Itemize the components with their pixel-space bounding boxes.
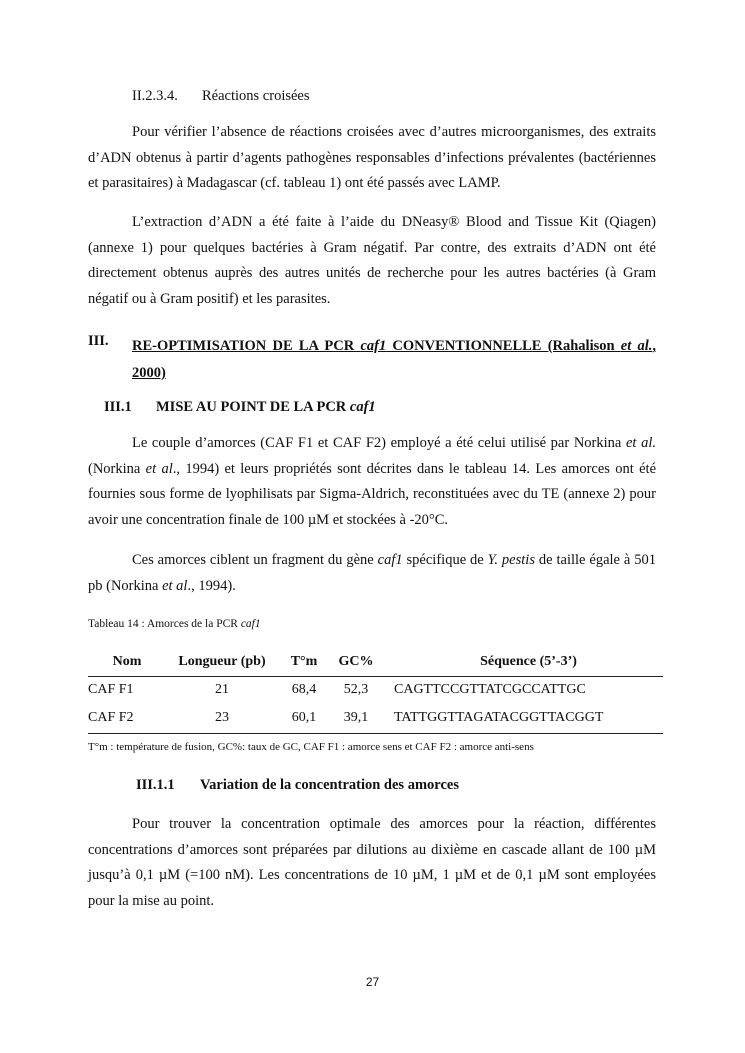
heading-section-3-1-1 <box>136 777 704 794</box>
paragraph-text: Pour trouver la concentration optimale des amorces pour la réaction, différentes concentrations d’amorces sont préparées par dilutions au dixième en cascade allant de 100 µM jusqu’à 0,1 µM (=100 nM). Les concentrations de 10 µM, 1 µM et de 0,1 µM sont employées pour la mise au point. <box>88 816 656 910</box>
cell-gc: 52,3 <box>343 682 369 697</box>
column-header-nom: Nom <box>88 648 166 677</box>
table-note: T°m : température de fusion, GC%: taux de GC, CAF F1 : amorce sens et CAF F2 : amorce anti-sens <box>88 741 534 753</box>
paragraph-cross-reactions <box>88 120 656 197</box>
cell-sequence: CAGTTCCGTTATCGCCATTGC <box>394 682 586 697</box>
heading-number: III. <box>88 333 109 349</box>
cell-longueur: 23 <box>166 703 278 734</box>
table-caption: Tableau 14 : Amorces de la PCR caf1 <box>88 618 261 630</box>
column-header-tm: T°m <box>278 648 330 677</box>
heading-title: Variation de la concentration des amorces <box>200 777 459 793</box>
column-header-gc: GC% <box>330 648 382 677</box>
cell-longueur: 21 <box>215 682 229 697</box>
heading-number: III.1 <box>104 399 132 415</box>
primers-table <box>88 648 663 734</box>
cell-gc: 39,1 <box>330 703 382 734</box>
table-row <box>88 703 663 734</box>
paragraph-text: Pour vérifier l’absence de réactions croisées avec d’autres microorganismes, des extraits d’ADN obtenus à partir d’agents pathogènes responsables d’infections prévalentes (bactériennes et parasitaires) à Madagascar (cf. tableau 1) ont été passés avec LAMP. <box>88 124 656 192</box>
cell-sequence: TATTGGTTAGATACGGTTACGGT <box>382 703 663 734</box>
paragraph-dna-extraction <box>88 210 656 313</box>
heading-number: III.1.1 <box>136 777 175 793</box>
paragraph-primers: Le couple d’amorces (CAF F1 et CAF F2) employé a été celui utilisé par Norkina et al. (Norkina et al., 1994) et leurs propriétés sont décrites dans le tableau 14. Les amorces ont été fournies sous forme de lyophilisats par Sigma-Aldrich, reconstituées avec du TE (annexe 2) pour avoir une concentration finale de 100 µM et stockées à -20°C. <box>88 435 656 529</box>
cell-nom: CAF F1 <box>88 682 134 697</box>
heading-title: MISE AU POINT DE LA PCR <box>156 399 350 415</box>
heading-section-2-2-3-4 <box>132 88 700 105</box>
paragraph-text: L’extraction d’ADN a été faite à l’aide du DNeasy® Blood and Tissue Kit (Qiagen) (annexe 1) pour quelques bactéries à Gram négatif. Par contre, des extraits d’ADN ont été directement obtenus auprès des autres unités de recherche pour les autres bactéries (à Gram négatif ou à Gram positif) et les parasites. <box>88 214 656 308</box>
cell-tm: 68,4 <box>291 682 317 697</box>
column-header-sequence: Séquence (5’-3’) <box>382 648 663 677</box>
page-number: 27 <box>365 975 380 989</box>
heading-section-3-1 <box>104 399 672 416</box>
cell-tm: 60,1 <box>278 703 330 734</box>
table-row <box>88 677 663 704</box>
column-header-longueur: Longueur (pb) <box>166 648 278 677</box>
heading-number: II.2.3.4. <box>132 88 178 104</box>
cell-nom: CAF F2 <box>88 703 166 734</box>
paragraph-primer-concentration <box>88 812 656 915</box>
paragraph-target-fragment: Ces amorces ciblent un fragment du gène caf1 spécifique de Y. pestis de taille égale à 501 pb (Norkina et al., 1994). <box>88 552 656 594</box>
heading-title-italic: caf1 <box>349 399 376 415</box>
heading-title: Réactions croisées <box>202 88 310 104</box>
heading-title: RE-OPTIMISATION DE LA PCR caf1 CONVENTIONNELLE (Rahalison et al., 2000) <box>132 338 657 381</box>
table-header-row <box>88 648 663 677</box>
